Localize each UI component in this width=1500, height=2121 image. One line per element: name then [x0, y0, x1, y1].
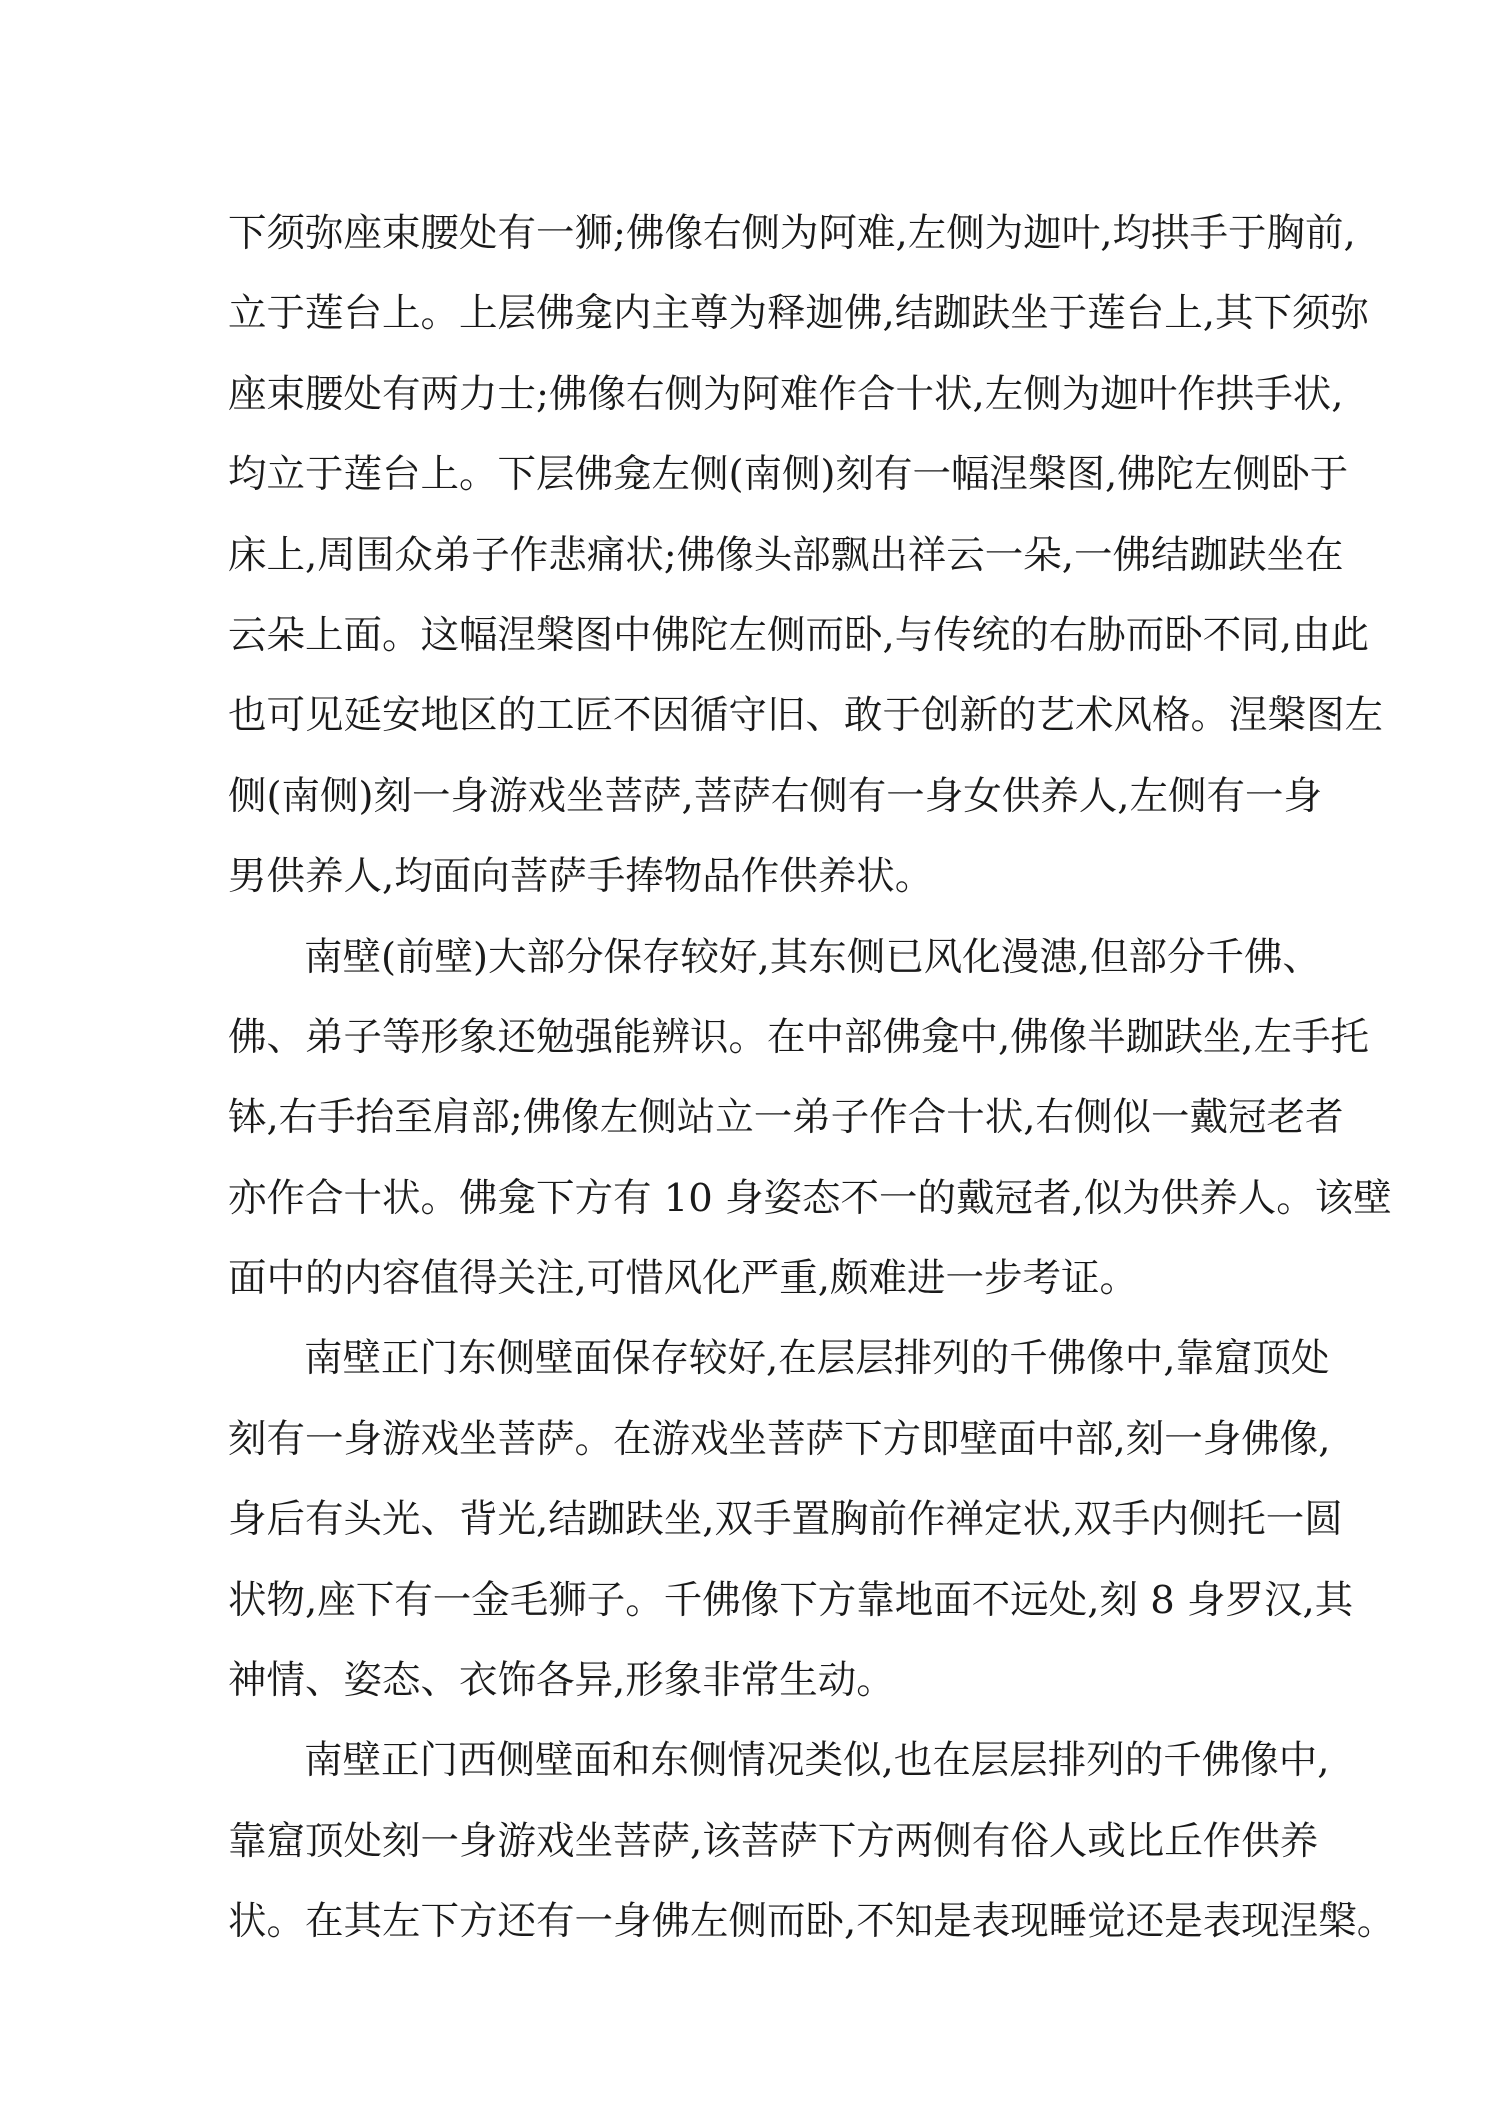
paragraph: [228, 1721, 1396, 1962]
text-line: 立于莲台上。上层佛龛内主尊为释迦佛,结跏趺坐于莲台上,其下须弥: [228, 291, 1369, 337]
paragraph: [228, 1319, 1354, 1721]
text-line: 佛、弟子等形象还勉强能辨识。在中部佛龛中,佛像半跏趺坐,左手托: [228, 1014, 1369, 1060]
text-line: 神情、姿态、衣饰各异,形象非常生动。: [228, 1658, 895, 1704]
text-line: 座束腰处有两力士;佛像右侧为阿难作合十状,左侧为迦叶作拱手状,: [228, 371, 1344, 417]
text-line: 身后有头光、背光,结跏趺坐,双手置胸前作禅定状,双手内侧托一圆: [228, 1497, 1343, 1543]
text-line: 亦作合十状。佛龛下方有 10 身姿态不一的戴冠者,似为供养人。该壁: [228, 1175, 1392, 1221]
body-text: [228, 194, 1396, 1963]
text-line: 南壁(前壁)大部分保存较好,其东侧已风化漫漶,但部分千佛、: [304, 934, 1322, 980]
text-line: 均立于莲台上。下层佛龛左侧(南侧)刻有一幅涅槃图,佛陀左侧卧于: [228, 452, 1349, 498]
text-line: 床上,周围众弟子作悲痛状;佛像头部飘出祥云一朵,一佛结跏趺坐在: [228, 532, 1344, 578]
text-line: 下须弥座束腰处有一狮;佛像右侧为阿难,左侧为迦叶,均拱手于胸前,: [228, 211, 1356, 256]
text-line: 南壁正门西侧壁面和东侧情况类似,也在层层排列的千佛像中,: [304, 1738, 1330, 1784]
text-line: 刻有一身游戏坐菩萨。在游戏坐菩萨下方即壁面中部,刻一身佛像,: [228, 1416, 1331, 1462]
text-line: 男供养人,均面向菩萨手捧物品作供养状。: [228, 854, 934, 900]
text-line: 钵,右手抬至肩部;佛像左侧站立一弟子作合十状,右侧似一戴冠老者: [228, 1095, 1344, 1141]
text-line: 侧(南侧)刻一身游戏坐菩萨,菩萨右侧有一身女供养人,左侧有一身: [228, 773, 1323, 819]
paragraph: [228, 194, 1384, 918]
text-line: 状物,座下有一金毛狮子。千佛像下方靠地面不远处,刻 8 身罗汉,其: [228, 1577, 1354, 1623]
text-line: 状。在其左下方还有一身佛左侧而卧,不知是表现睡觉还是表现涅槃。: [228, 1899, 1396, 1945]
text-line: 南壁正门东侧壁面保存较好,在层层排列的千佛像中,靠窟顶处: [304, 1336, 1330, 1382]
text-line: 云朵上面。这幅涅槃图中佛陀左侧而卧,与传统的右胁而卧不同,由此: [228, 612, 1369, 658]
text-line: 也可见延安地区的工匠不因循守旧、敢于创新的艺术风格。涅槃图左: [228, 693, 1384, 739]
text-line: 面中的内容值得关注,可惜风化严重,颇难进一步考证。: [228, 1256, 1138, 1302]
text-line: 靠窟顶处刻一身游戏坐菩萨,该菩萨下方两侧有俗人或比丘作供养: [228, 1818, 1319, 1864]
paragraph: [228, 918, 1392, 1320]
